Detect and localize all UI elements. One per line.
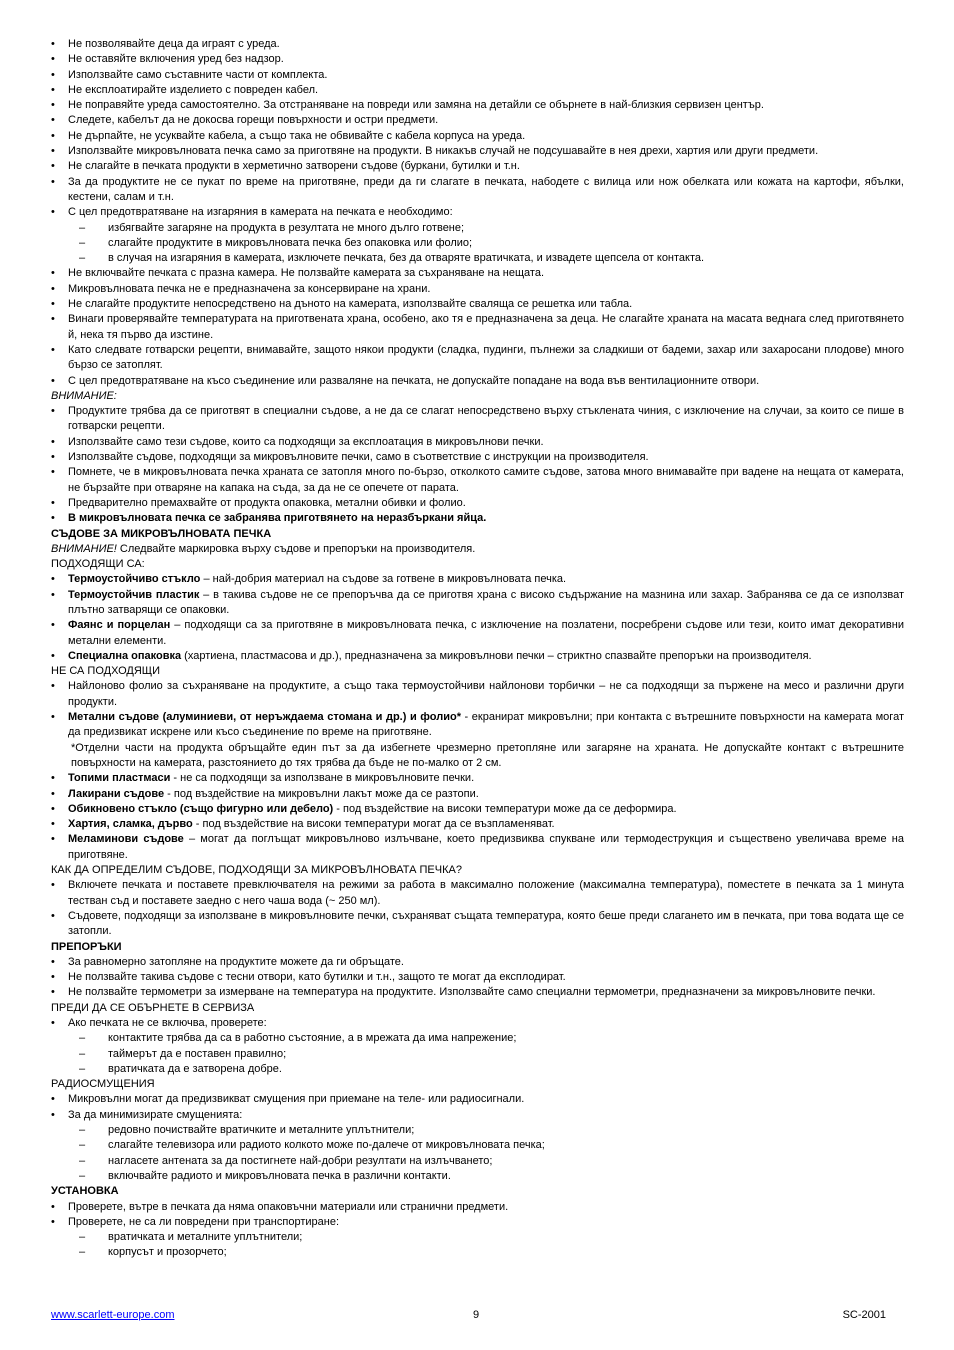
note-paragraph — [51, 741, 904, 772]
text-run: Използвайте само съставните части от комплекта. — [68, 68, 328, 81]
dash-subitem — [51, 236, 904, 251]
paragraph — [51, 389, 904, 404]
bullet-item — [51, 572, 904, 587]
text-run: Термоустойчив пластик — [68, 588, 200, 601]
bullet-item — [51, 68, 904, 83]
text-run: – подходящи са за приготвяне в микровълновата печка, с изключение на позлатени, посребрени съдове или тези, които имат декоративни метални елементи. — [68, 619, 904, 647]
text-run: Фаянс и порцелан — [68, 619, 171, 632]
bullet-item — [51, 955, 904, 970]
bullet-item — [51, 113, 904, 128]
text-run: Не поправяйте уреда самостоятелно. За отстраняване на повреди или замяна на детайли се обърнете в най-близкия сервизен център. — [68, 99, 764, 112]
paragraph — [51, 1077, 904, 1092]
text-run: За да минимизирате смущенията: — [68, 1108, 243, 1121]
bullet-item — [51, 205, 904, 220]
bullet-item — [51, 450, 904, 465]
text-run: Не ползвайте термометри за измерване на температура на продуктите. Използвайте само специални термометри, предназначени за микровълновите печки. — [68, 986, 876, 999]
text-run: Найлоново фолио за съхраняване на продуктите, а също така термоустойчиви найлонови торбички – не са подходящи за пържене на месо и различни други продукти. — [68, 680, 904, 708]
text-run: Проверете, не са ли повредени при транспортиране: — [68, 1215, 339, 1228]
model-number: SC-2001 — [842, 1309, 886, 1321]
text-run: СЪДОВЕ ЗА МИКРОВЪЛНОВАТА ПЕЧКА — [51, 527, 272, 540]
bullet-item — [51, 496, 904, 511]
bullet-item — [51, 649, 904, 664]
text-run: избягвайте загаряне на продукта в резултата не много дълго готвене; — [108, 221, 465, 234]
text-run: вратичката и металните уплътнители; — [108, 1231, 303, 1244]
bullet-item — [51, 83, 904, 98]
text-run: Метални съдове (алуминиеви, от неръждаема стомана и др.) и фолио* — [68, 711, 461, 724]
paragraph — [51, 557, 904, 572]
text-run: вратичката да е затворена добре. — [108, 1062, 282, 1075]
dash-subitem — [51, 251, 904, 266]
text-run: РАДИОСМУЩЕНИЯ — [51, 1078, 155, 1091]
bullet-item — [51, 282, 904, 297]
text-run: ВНИМАНИЕ! — [51, 542, 117, 555]
text-run: Следвайте маркировка върху съдове и препоръки на производителя. — [116, 542, 476, 555]
website-link[interactable]: www.scarlett-europe.com — [51, 1309, 175, 1321]
text-run: *Отделни части на продукта обръщайте един път за да избегнете чрезмерно претопляне или загаряне на храната. Не допускайте контакт с вътрешните повърхности на камерата, разстоянието до тях трябва да бъде не по-малко от 2 см. — [71, 741, 904, 769]
text-run: Меламинови съдове — [68, 833, 184, 846]
text-run: Не позволявайте деца да играят с уреда. — [68, 38, 280, 50]
bullet-item — [51, 404, 904, 435]
text-run: За равномерно затопляне на продуктите можете да ги обръщате. — [68, 955, 404, 968]
bullet-item — [51, 435, 904, 450]
document-body — [51, 37, 904, 1261]
text-run: С цел предотвратяване на късо съединение или разваляне на печката, не допускайте попадане на вода във вентилационните отвори. — [68, 374, 760, 387]
text-run: - не са подходящи за използване в микровълновите печки. — [170, 772, 475, 785]
dash-subitem — [51, 1169, 904, 1184]
bullet-item — [51, 144, 904, 159]
text-run: Не слагайте продуктите непосредствено на дъното на камерата, използвайте сваляща се решетка или табла. — [68, 298, 633, 311]
dash-subitem — [51, 1230, 904, 1245]
bullet-item — [51, 710, 904, 741]
bullet-item — [51, 771, 904, 786]
text-run: Микровълни могат да предизвикват смущения при приемане на теле- или радиосигнали. — [68, 1093, 525, 1106]
text-run: таймерът да е поставен правилно; — [108, 1047, 287, 1060]
text-run: корпусът и прозорчето; — [108, 1246, 227, 1259]
text-run: Помнете, че в микровълновата печка храната се затопля много по-бързо, отколкото самите съдове, затова много внимавайте при вадене на нещата от камерата, не бързайте при отваряне на капака на съда, за да не се опечете от парата. — [68, 466, 904, 494]
bullet-item — [51, 52, 904, 67]
text-run: Не експлоатирайте изделието с повреден кабел. — [68, 83, 319, 96]
paragraph — [51, 1001, 904, 1016]
text-run: НЕ СА ПОДХОДЯЩИ — [51, 665, 161, 678]
dash-subitem — [51, 1047, 904, 1062]
text-run: контактите трябва да са в работно състояние, а в мрежата да има напрежение; — [108, 1032, 517, 1045]
text-run: ПОДХОДЯЩИ СА: — [51, 558, 145, 571]
text-run: УСТАНОВКА — [51, 1185, 119, 1198]
bullet-item — [51, 159, 904, 174]
bullet-item — [51, 1200, 904, 1215]
text-run: Предварително премахвайте от продукта опаковка, метални обивки и фолио. — [68, 496, 466, 509]
text-run: - под въздействие на високи температури могат да се възпламеняват. — [192, 818, 555, 831]
text-run: Ако печката не се включва, проверете: — [68, 1017, 267, 1029]
bullet-item — [51, 129, 904, 144]
text-run: С цел предотвратяване на изгаряния в камерата на печката е необходимо: — [68, 206, 453, 219]
bullet-item — [51, 374, 904, 389]
bullet-item — [51, 266, 904, 281]
page-footer — [51, 1307, 886, 1323]
bullet-item — [51, 1016, 904, 1031]
paragraph — [51, 863, 904, 878]
text-run: Термоустойчиво стъкло — [68, 573, 201, 586]
text-run: Не ползвайте такива съдове с тесни отвори, като бутилки и т.н., защото те могат да експлодират. — [68, 971, 566, 984]
bullet-item — [51, 297, 904, 312]
text-run: – в такива съдове не се препоръчва да се приготвя храна с високо съдържание на мазнина или захар. Забранява се да се използват плътно затварящи се опаковки. — [68, 588, 904, 616]
page-number: 9 — [473, 1309, 480, 1321]
paragraph — [51, 527, 904, 542]
dash-subitem — [51, 1138, 904, 1153]
bullet-item — [51, 802, 904, 817]
bullet-item — [51, 312, 904, 343]
text-run: включвайте радиото и микровълновата печка в различни контакти. — [108, 1169, 451, 1182]
text-run: Обикновено стъкло (също фигурно или дебело) — [68, 802, 334, 815]
text-run: Не включвайте печката с празна камера. Не ползвайте камерата за съхраняване на нещата. — [68, 267, 545, 280]
bullet-item — [51, 465, 904, 496]
text-run: (хартиена, пластмасова и др.), предназначена за микровълнови печки – стриктно спазвайте препоръки на производителя. — [181, 649, 812, 662]
text-run: нагласете антената за да постигнете най-добри резултати на излъчването; — [108, 1154, 493, 1167]
dash-subitem — [51, 1031, 904, 1046]
bullet-item — [51, 679, 904, 710]
text-run: Хартия, сламка, дърво — [68, 818, 193, 831]
bullet-item — [51, 1108, 904, 1123]
bullet-item — [51, 787, 904, 802]
text-run: Използвайте микровълновата печка само за приготвяне на продукти. В никакъв случай не подсушавайте в нея дрехи, хартия или други предмети. — [68, 145, 819, 158]
text-run: За да продуктите не се пукат по време на приготвяне, преди да ги слагате в печката, набодете с вилица или нож обелката или кожата на картофи, ябълки, кестени, салам и т.н. — [68, 175, 904, 203]
paragraph — [51, 664, 904, 679]
paragraph — [51, 1184, 904, 1199]
dash-subitem — [51, 1245, 904, 1260]
text-run: В микровълновата печка се забранява приготвянето на неразбъркани яйца. — [68, 512, 487, 525]
bullet-item — [51, 37, 904, 52]
text-run: ПРЕПОРЪКИ — [51, 940, 122, 953]
text-run: - под въздействие на микровълни лакът може да се разтопи. — [164, 787, 479, 800]
text-run: Микровълновата печка не е предназначена за консервиране на храни. — [68, 282, 431, 295]
text-run: Проверете, вътре в печката да няма опаковъчни материали или странични предмети. — [68, 1200, 509, 1213]
text-run: Използвайте съдове, подходящи за микровълновите печки, само в съответствие с инструкции на производителя. — [68, 451, 649, 464]
text-run: Винаги проверявайте температурата на приготвената храна, особено, ако тя е предназначена за деца. Не слагайте храната на масата веднага след приготвянето й, нека тя първо да изстине. — [68, 313, 904, 341]
text-run: редовно почиствайте вратичките и металните уплътнители; — [108, 1124, 415, 1137]
dash-subitem — [51, 1154, 904, 1169]
text-run: слагайте продуктите в микровълновата печка без опаковка или фолио; — [108, 236, 473, 249]
bullet-item — [51, 878, 904, 909]
bullet-item — [51, 817, 904, 832]
text-run: Не слагайте в печката продукти в херметично затворени съдове (буркани, бутилки и т.н. — [68, 160, 520, 173]
bullet-item — [51, 588, 904, 619]
dash-subitem — [51, 221, 904, 236]
paragraph — [51, 940, 904, 955]
text-run: Не дърпайте, не усуквайте кабела, а също така не обвивайте с кабела корпуса на уреда. — [68, 129, 526, 142]
bullet-item — [51, 1092, 904, 1107]
text-run: - под въздействие на високи температури може да се деформира. — [333, 802, 677, 815]
text-run: Следете, кабелът да не докосва горещи повърхности и остри предмети. — [68, 114, 439, 127]
text-run: КАК ДА ОПРЕДЕЛИМ СЪДОВЕ, ПОДХОДЯЩИ ЗА МИКРОВЪЛНОВАТА ПЕЧКА? — [51, 864, 462, 877]
bullet-item — [51, 832, 904, 863]
bullet-item — [51, 985, 904, 1000]
text-run: ВНИМАНИЕ: — [51, 389, 117, 402]
text-run: в случая на изгаряния в камерата, изключете печката, без да отваряте вратичката, и извадете щепсела от контакта. — [108, 252, 705, 265]
text-run: ПРЕДИ ДА СЕ ОБЪРНЕТЕ В СЕРВИЗА — [51, 1001, 255, 1014]
text-run: Специална опаковка — [68, 649, 182, 662]
dash-subitem — [51, 1123, 904, 1138]
bullet-item — [51, 98, 904, 113]
bullet-item — [51, 618, 904, 649]
bullet-item — [51, 175, 904, 206]
text-run: Съдовете, подходящи за използване в микровълновите печки, съхраняват същата температура, която беше преди слагането им в печката, при това водата ще се затопли. — [68, 909, 904, 938]
text-run: Като следвате готварски рецепти, внимавайте, защото някои продукти (сладка, пудинги, пълнежи за сладкиши от бадеми, захар или захаросани плодове) много бързо се затоплят. — [68, 343, 904, 372]
bullet-item — [51, 909, 904, 940]
text-run: слагайте телевизора или радиото колкото може по-далече от микровълновата печка; — [108, 1139, 545, 1152]
bullet-item — [51, 970, 904, 985]
text-run: – най-добрия материал на съдове за готвене в микровълновата печка. — [200, 573, 567, 586]
text-run: Не оставяйте включения уред без надзор. — [68, 53, 284, 66]
text-run: - екранират микровълни; при контакта с вътрешните повърхности на камерата могат да предизвикат искрене или късо съединение по време на приготвяне. — [68, 711, 904, 739]
text-run: Включете печката и поставете превключвателя на режими за работа в максимално положение (максимална температура), поместете в печката за 1 минута тестван съд и поставете заедно с него чаша вода (~ 250 мл). — [68, 879, 904, 907]
bullet-item — [51, 343, 904, 374]
text-run: Лакирани съдове — [68, 787, 165, 800]
bullet-item — [51, 511, 904, 526]
paragraph — [51, 542, 904, 557]
bullet-item — [51, 1215, 904, 1230]
text-run: Използвайте само тези съдове, които са подходящи за експлоатация в микровълнови печки. — [68, 435, 544, 448]
text-run: Топими пластмаси — [68, 772, 171, 785]
text-run: – могат да поглъщат микровълново излъчване, което предизвиква спукване или термодеструкция и съществено увеличава време на приготвяне. — [68, 833, 904, 861]
text-run: Продуктите трябва да се приготвят в специални съдове, а не да се слагат непосредствено върху стъклената чиния, с изключение на случаи, за които се пише в готварски рецепти. — [68, 405, 904, 433]
dash-subitem — [51, 1062, 904, 1077]
